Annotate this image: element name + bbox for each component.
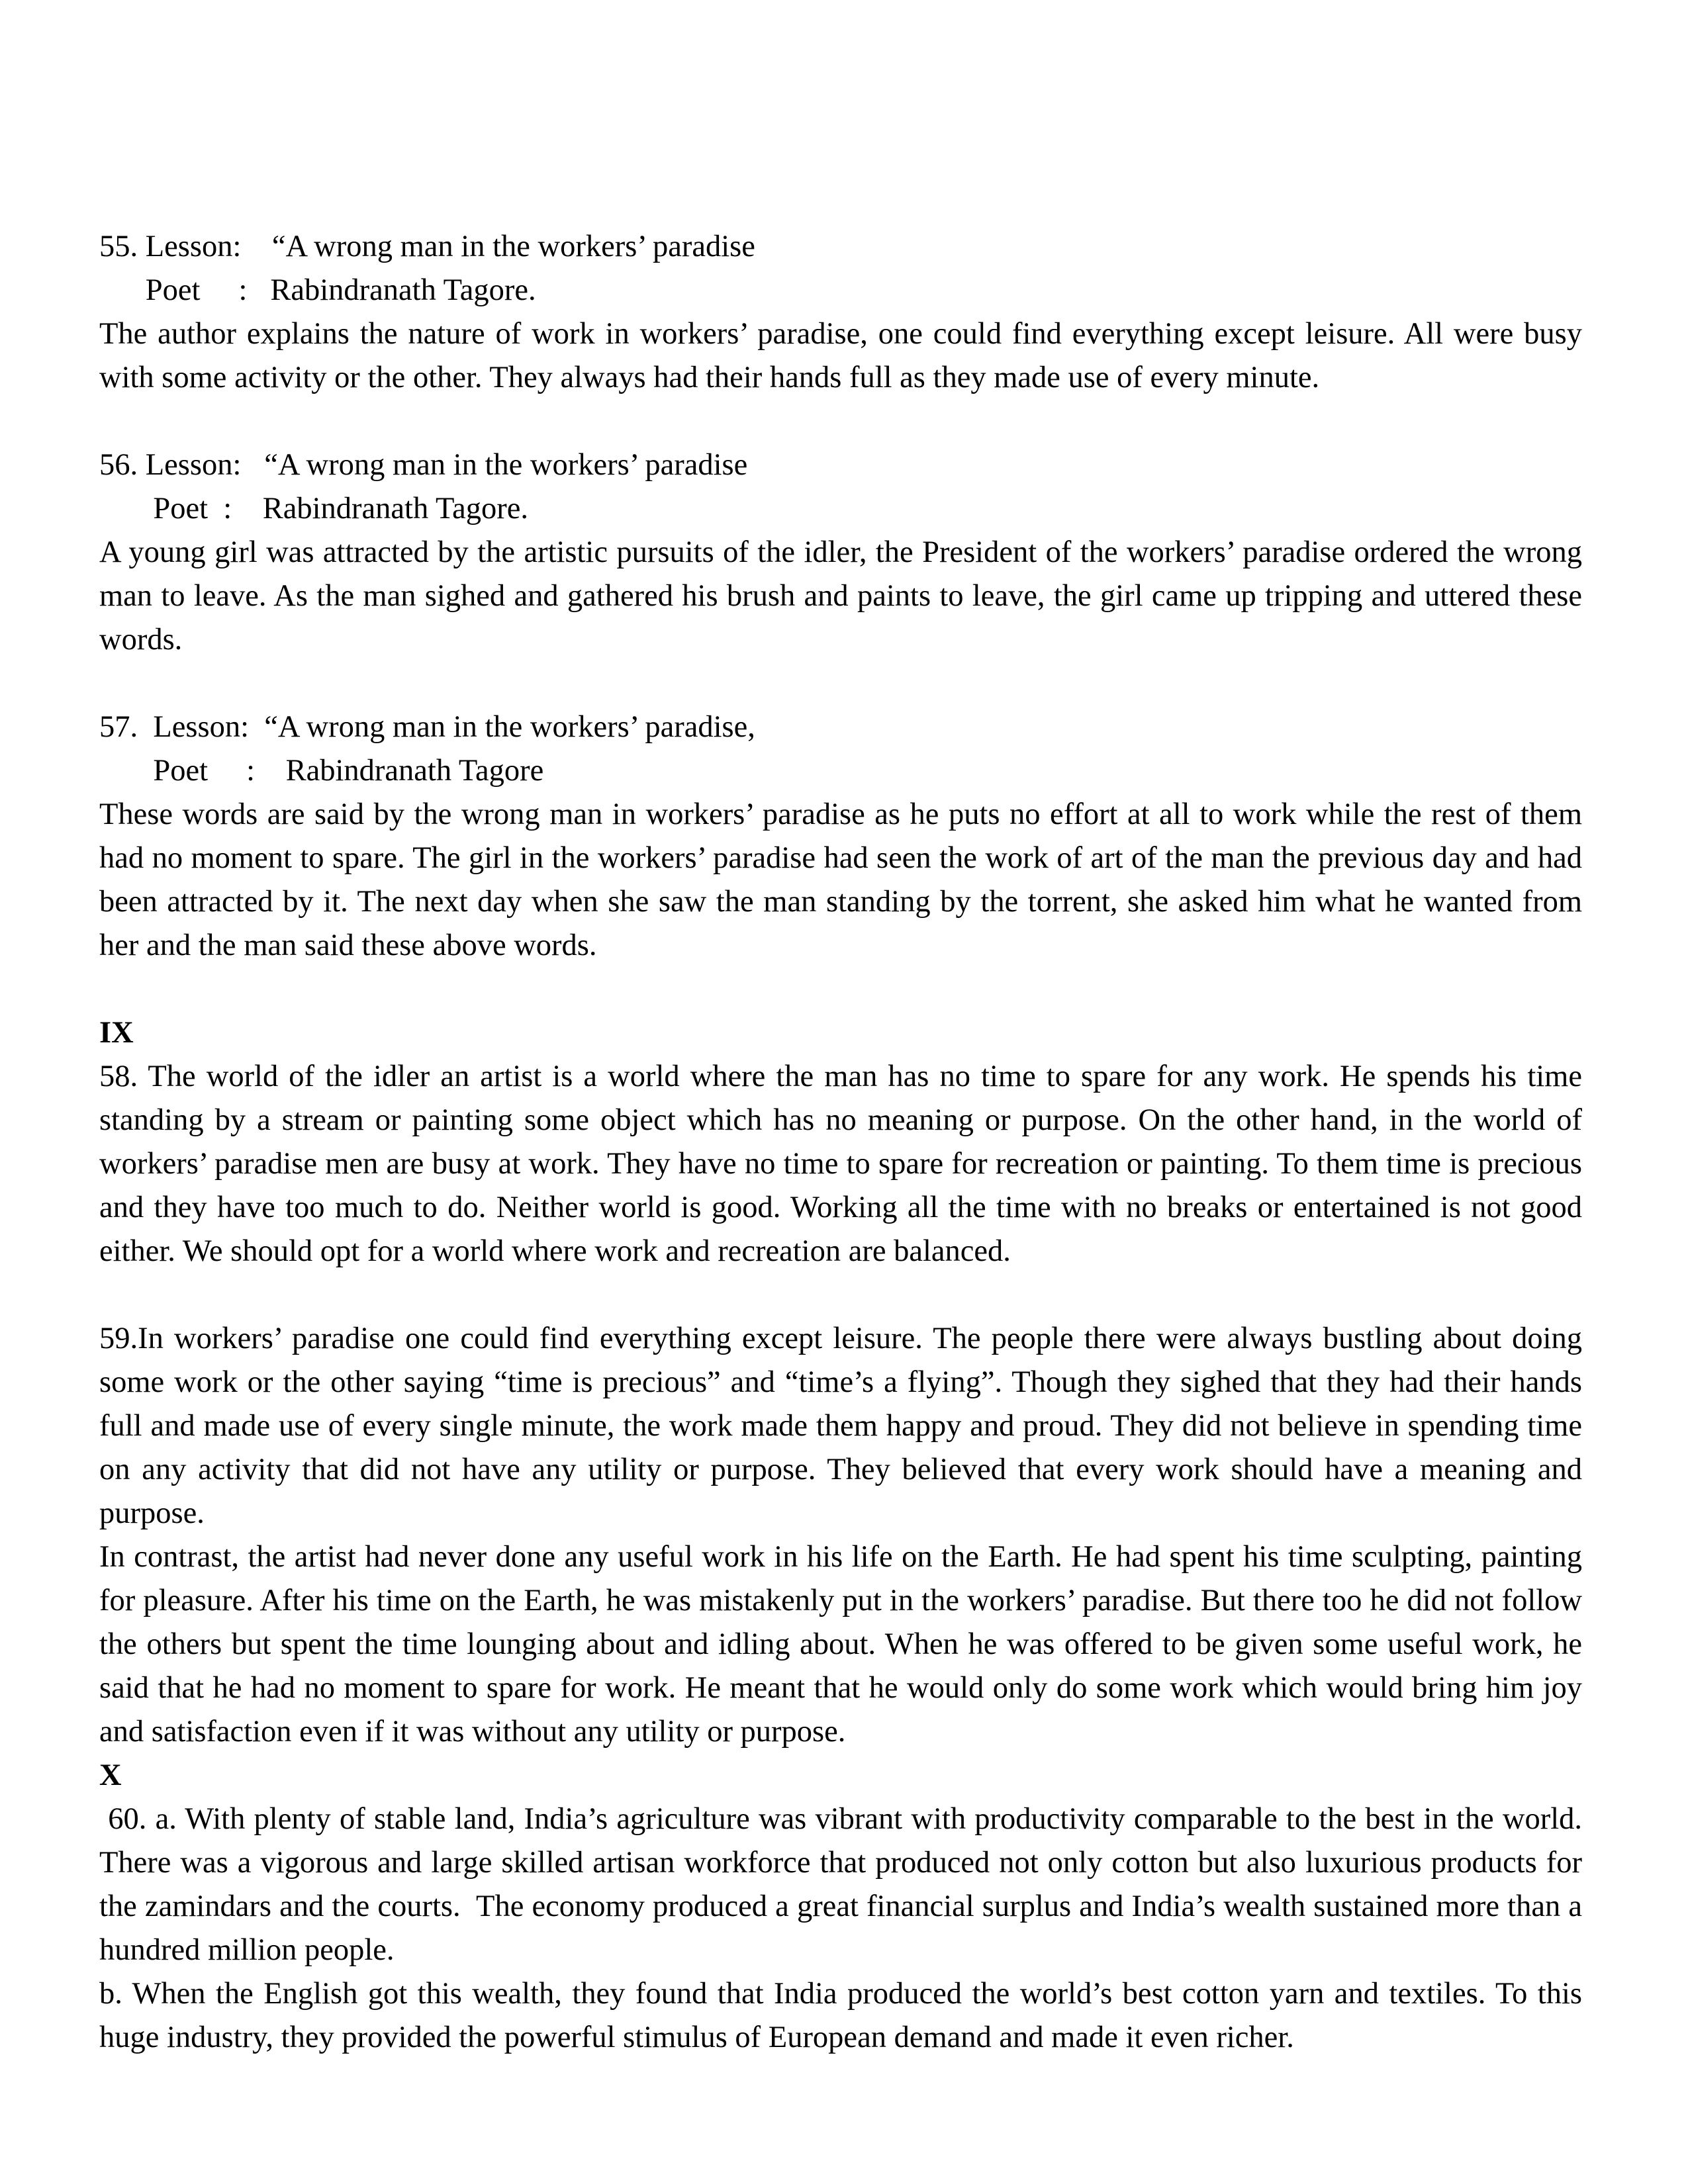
poet-label: Poet [153, 492, 209, 525]
answer-60a: 60. a. With plenty of stable land, India’s agriculture was vibrant with productivity comparable to the best in the world. There was a vigorous and large skilled artisan workforce that produced not only cotton but also luxurious products for the zamindars and the courts. The economy produced a great financial surplus and India’s wealth sustained more than a hundred million people. [99, 1802, 1598, 1967]
poet-separator: : [238, 273, 248, 307]
lesson-title: “A wrong man in the workers’ paradise [264, 448, 748, 482]
answer-number: 55. [99, 230, 138, 263]
lesson-title: “A wrong man in the workers’ paradise [271, 230, 755, 263]
poet-line [99, 749, 1582, 793]
lesson-label: Lesson: [145, 230, 242, 263]
lesson-line [99, 225, 1582, 269]
section-heading: IX [99, 1016, 134, 1050]
answer-paragraph: The author explains the nature of work in workers’ paradise, one could find everything except leisure. All were busy with some activity or the other. They always had their hands full as they made use of every minute. [99, 317, 1582, 394]
section-heading: X [99, 1758, 122, 1792]
poet-line [99, 487, 1582, 531]
poet-separator: : [246, 754, 256, 788]
poet-name: Rabindranath Tagore. [270, 273, 536, 307]
lesson-title: “A wrong man in the workers’ paradise, [264, 710, 755, 744]
answer-58: 58. The world of the idler an artist is a world where the man has no time to spare for any work. He spends his time standing by a stream or painting some object which has no meaning or purpose. On the other hand, in the world of workers’ paradise men are busy at work. They have no time to spare for recreation or painting. To them time is precious and they have too much to do. Neither world is good. Working all the time with no breaks or entertained is not good either. We should opt for a world where work and recreation are balanced. [99, 1060, 1582, 1268]
answer-59-paragraph-2: In contrast, the artist had never done any useful work in his life on the Earth. He had spent his time sculpting, painting for pleasure. After his time on the Earth, he was mistakenly put in the workers’ paradise. But there too he did not follow the others but spent the time lounging about and idling about. When he was offered to be given some useful work, he said that he had no moment to spare for work. He meant that he would only do some work which would bring him joy and satisfaction even if it was without any utility or purpose. [99, 1540, 1582, 1749]
poet-label: Poet [153, 754, 209, 788]
poet-separator: : [223, 492, 232, 525]
answer-55 [99, 225, 1582, 400]
lesson-line [99, 705, 1582, 749]
section-x [99, 1754, 1598, 2060]
answer-paragraph: These words are said by the wrong man in workers’ paradise as he puts no effort at all to work while the rest of them had no moment to spare. The girl in the workers’ paradise had seen the work of art of the man the previous day and had been attracted by it. The next day when she saw the man standing by the torrent, she asked him what he wanted from her and the man said these above words. [99, 797, 1582, 962]
lesson-label: Lesson: [153, 710, 250, 744]
poet-line [99, 269, 1582, 312]
lesson-label: Lesson: [145, 448, 242, 482]
lesson-line [99, 443, 1582, 487]
answer-number: 56. [99, 448, 138, 482]
answer-number: 57. [99, 710, 138, 744]
answer-56 [99, 443, 1582, 662]
answer-59-paragraph-1: 59.In workers’ paradise one could find everything except leisure. The people there were always bustling about doing some work or the other saying “time is precious” and “time’s a flying”. Though they sighed that they had their hands full and made use of every single minute, the work made them happy and proud. They did not believe in spending time on any activity that did not have any utility or purpose. They believed that every work should have a meaning and purpose. [99, 1322, 1582, 1530]
document-page [99, 225, 1598, 2060]
answer-57 [99, 705, 1582, 968]
poet-name: Rabindranath Tagore. [262, 492, 529, 525]
answer-paragraph: A young girl was attracted by the artistic pursuits of the idler, the President of the workers’ paradise ordered the wrong man to leave. As the man sighed and gathered his brush and paints to leave, the girl came up tripping and uttered these words. [99, 535, 1582, 657]
answer-60b: b. When the English got this wealth, they found that India produced the world’s best cotton yarn and textiles. To this huge industry, they provided the powerful stimulus of European demand and made it even richer. [99, 1977, 1582, 2054]
section-ix [99, 1011, 1582, 1754]
poet-label: Poet [145, 273, 201, 307]
poet-name: Rabindranath Tagore [285, 754, 544, 788]
